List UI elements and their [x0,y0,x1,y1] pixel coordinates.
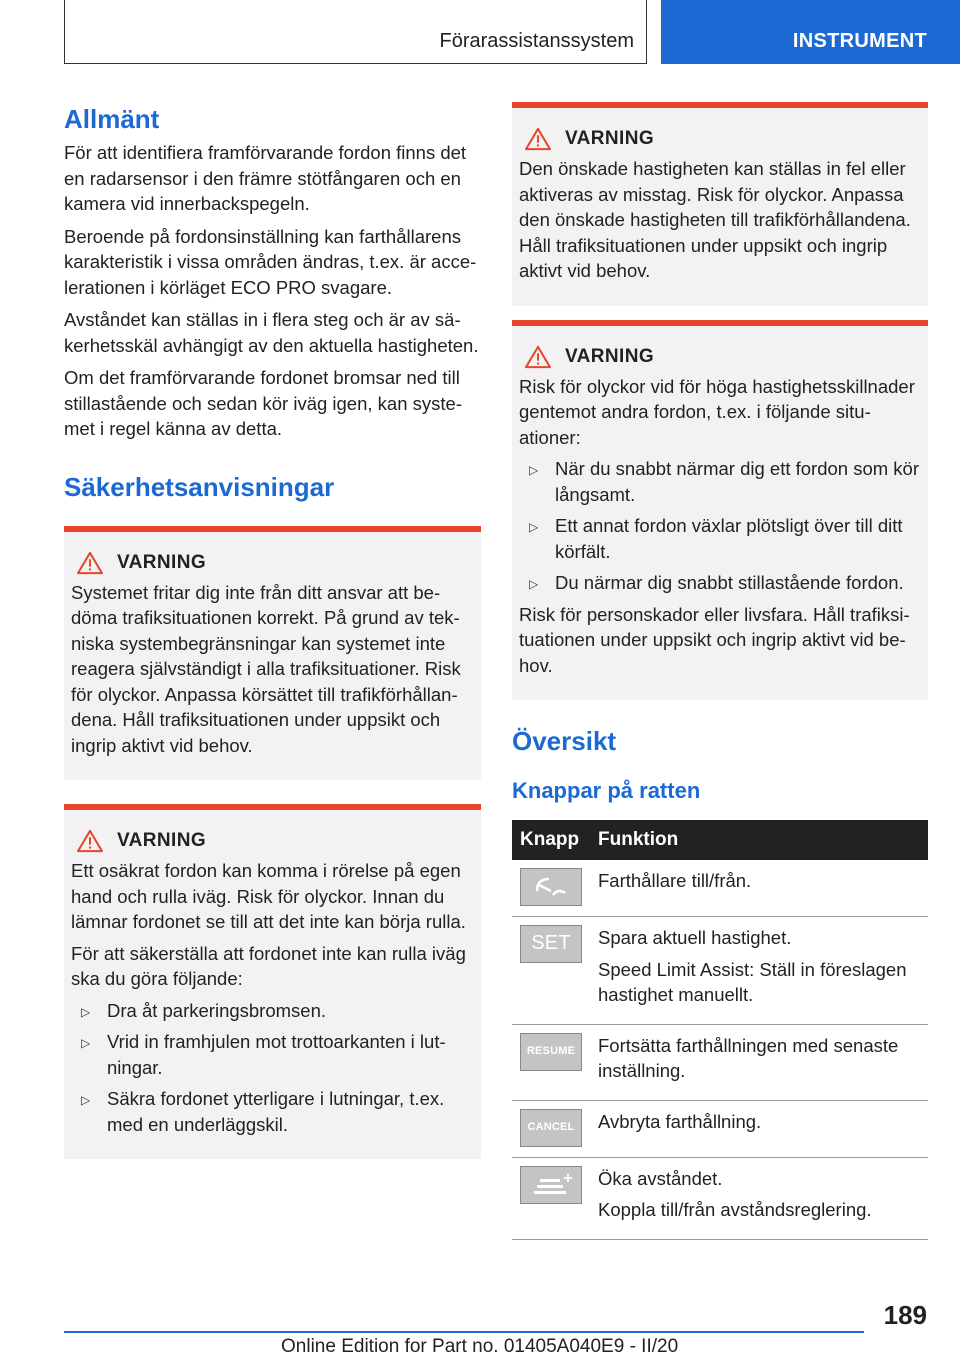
heading-allmant: Allmänt [64,104,160,134]
list-item: ▷ Dra åt parkeringsbromsen. [71,998,474,1024]
warning-header [71,828,474,854]
warning-box [512,320,928,701]
paragraph: Avståndet kan ställas in i flera steg och är av säkerhetsskäl avhängigt av den aktuella hastigheten. [64,309,479,356]
table-header-row [512,820,928,860]
triangle-bullet-icon: ▷ [529,463,539,477]
triangle-bullet-icon: ▷ [81,1036,91,1050]
table-row [512,1157,928,1239]
header-section-title: Förarassistanssystem [439,30,634,52]
triangle-bullet-icon: ▷ [81,1004,91,1019]
footer-edition-text: Online Edition for Part no. 01405A040E9 - II/20 [281,1336,679,1357]
warning-text: För att säkerställa att fordonet inte kan rulla iväg ska du göra följande: [71,942,466,989]
warning-header [519,344,921,370]
warning-title: VARNING [117,551,207,573]
warning-triangle-icon [523,345,553,369]
cancel-button-icon: CANCEL [520,1109,582,1147]
header-section-box [64,0,647,64]
function-text: Öka avståndet. [598,1167,723,1189]
warning-title: VARNING [565,345,655,367]
list-item: ▷ Ett annat fordon växlar plötsligt över till ditt körfält. [529,515,903,562]
warning-title: VARNING [565,128,655,149]
function-text: Speed Limit Assist: Ställ in föreslagen hastighet manuellt. [598,958,907,1005]
header-chapter-tab[interactable] [661,0,960,64]
header-chapter-title: INSTRUMENT [792,30,927,52]
button-function-table [512,820,928,1240]
right-column [512,102,928,1240]
warning-box [512,102,928,306]
heading-sakerhetsanvisningar: Säkerhetsanvisningar [64,471,335,502]
function-text: Avbryta farthållning. [598,1110,762,1132]
warning-text: Risk för personskador eller livsfara. Håll trafiksituationen under uppsikt och ingrip aktivt vid behov. [519,603,910,676]
warning-triangle-icon [75,551,105,575]
cruise-control-icon [520,868,582,906]
bullet-list [71,998,474,1138]
triangle-bullet-icon: ▷ [529,520,539,534]
column-header-funktion: Funktion [590,820,928,860]
warning-triangle-icon [75,829,105,853]
page-number: 189 [883,1300,927,1330]
warning-header [519,126,921,152]
function-text: Spara aktuell hastighet. [598,927,792,948]
function-text: Farthållare till/från. [598,870,752,891]
warning-text: Den önskade hastigheten kan ställas in fel eller aktiveras av misstag. Risk för olyckor. Anpassa den önskade hastigheten till trafikförhållandena. Håll trafiksituationen under uppsikt och ingrip aktivt vid behov. [519,158,911,281]
list-item: ▷ Vrid in framhjulen mot trottoarkanten i lutningar. [81,1031,446,1078]
warning-box [64,804,481,1159]
table-row [512,860,928,917]
paragraph: För att identifiera framförvarande fordon finns det en radarsensor i den främre stötfångaren och en kamera vid innerbackspegeln. [64,142,467,214]
function-text: Fortsätta farthållningen med senaste inställning. [598,1034,899,1081]
heading-knappar-pa-ratten: Knappar på ratten [512,778,701,803]
bullet-list [519,456,921,596]
warning-text: Risk för olyckor vid för höga hastighetsskillnader gentemot andra fordon, t.ex. i följande situationer: [519,375,915,448]
triangle-bullet-icon: ▷ [529,577,539,591]
warning-box [64,526,481,781]
table-row [512,1024,928,1100]
distance-plus-icon [520,1166,582,1204]
heading-oversikt: Översikt [512,726,617,756]
warning-title: VARNING [117,830,207,851]
table-row [512,917,928,1025]
warning-text: Systemet fritar dig inte från ditt ansvar att bedöma trafiksituationen korrekt. På grund av tekniska systembegränsningar kan systemet inte reagera självständigt i alla trafiksituationer. Risk för olyckor. Anpassa körsättet till trafikförhållandena. Håll trafiksituationen under uppsikt och ingrip aktivt vid behov. [71,581,461,756]
table-row [512,1100,928,1157]
set-button-icon: SET [520,925,582,963]
left-column [64,102,481,1159]
warning-header [71,550,474,576]
resume-button-icon: RESUME [520,1033,582,1071]
list-item: ▷ När du snabbt närmar dig ett fordon som kör långsamt. [529,458,920,505]
paragraph: Beroende på fordonsinställning kan farthållarens karakteristik i vissa områden ändras, t.ex. är accelerationen i körläget ECO PRO svagare. [64,225,477,298]
warning-text: Ett osäkrat fordon kan komma i rörelse på egen hand och rulla iväg. Risk för olyckor. Innan du lämnar fordonet se till att det inte kan börja rulla. [71,860,466,932]
paragraph: Om det framförvarande fordonet bromsar ned till stillastående och sedan kör iväg igen, kan systemet i regel känna av detta. [64,367,462,439]
column-header-knapp: Knapp [512,820,590,860]
function-text: Koppla till/från avståndsreglering. [598,1199,872,1220]
list-item: ▷ Du närmar dig snabbt stillastående fordon. [519,570,921,596]
footer-divider [64,1331,864,1333]
triangle-bullet-icon: ▷ [81,1093,91,1107]
warning-triangle-icon [523,127,553,151]
list-item: ▷ Säkra fordonet ytterligare i lutningar, t.ex. med en underläggskil. [81,1088,445,1135]
